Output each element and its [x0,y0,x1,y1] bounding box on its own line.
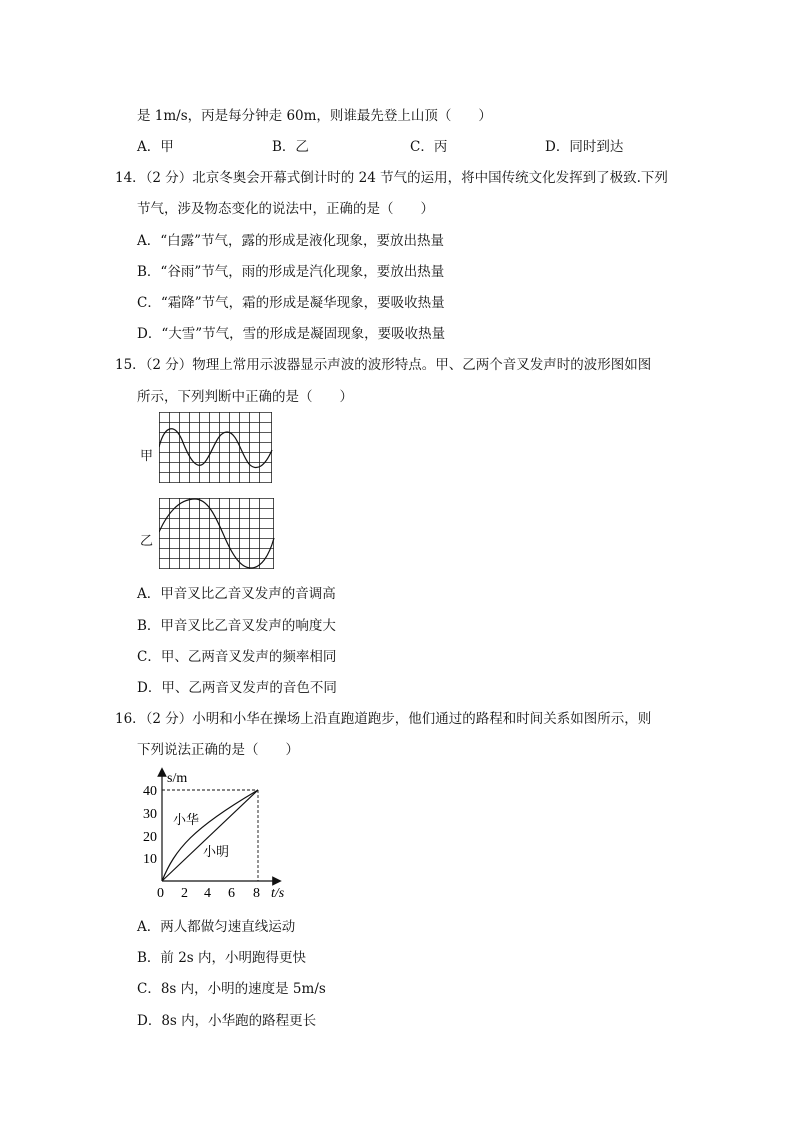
y-axis-label: s/m [167,771,188,786]
q13-option-a[interactable]: A．甲 [137,139,174,155]
q13-text: 是 1m/s，丙是每分钟走 60m，则谁最先登上山顶（ ） [137,108,492,124]
y-tick-40: 40 [143,784,157,799]
q13-option-c[interactable]: C．丙 [410,139,448,155]
curve-label-xiaoming: 小明 [203,844,230,859]
x-tick-6: 6 [228,886,235,901]
y-tick-20: 20 [143,830,157,845]
x-axis-label: t/s [271,886,285,901]
x-tick-8: 8 [253,886,260,901]
wave-a-label: 甲 [140,449,154,464]
q14-option-b[interactable]: B．“谷雨”节气，雨的形成是汽化现象，要放出热量 [137,264,445,280]
q16-stem-line2: 下列说法正确的是（ ） [137,742,299,758]
q16-option-d[interactable]: D．8s 内，小华跑的路程更长 [137,1013,317,1029]
x-tick-2: 2 [181,886,188,901]
wave-a-curve [159,429,272,468]
q15-option-a[interactable]: A．甲音叉比乙音叉发声的音调高 [137,586,336,602]
q16-stem-line1: 16．（2 分）小明和小华在操场上沿直跑道跑步，他们通过的路程和时间关系如图所示，则 [115,711,652,727]
q16-option-a[interactable]: A．两人都做匀速直线运动 [137,919,296,935]
wave-b-figure [159,498,275,570]
q15-stem-line2: 所示，下列判断中正确的是（ ） [137,389,353,405]
q16-option-b[interactable]: B．前 2s 内，小明跑得更快 [137,950,307,966]
q14-stem-line1: 14．（2 分）北京冬奥会开幕式倒计时的 24 节气的运用，将中国传统文化发挥到了极致.下列 [115,170,668,186]
xiaoming-line [162,790,258,881]
q16-option-c[interactable]: C．8s 内，小明的速度是 5m/s [137,981,326,997]
q14-stem-line2: 节气，涉及物态变化的说法中，正确的是（ ） [137,201,434,217]
y-tick-10: 10 [143,852,157,867]
wave-b-label: 乙 [140,534,154,549]
s-t-graph [135,764,295,904]
wave-a-figure [159,412,273,484]
q15-stem-line1: 15．（2 分）物理上常用示波器显示声波的波形特点。甲、乙两个音叉发声时的波形图如图 [115,357,652,373]
q14-option-d[interactable]: D．“大雪”节气，雪的形成是凝固现象，要吸收热量 [137,326,446,342]
q15-option-c[interactable]: C．甲、乙两音叉发声的频率相同 [137,649,337,665]
q13-option-b[interactable]: B．乙 [272,139,309,155]
q14-option-c[interactable]: C．“霜降”节气，霜的形成是凝华现象，要吸收热量 [137,295,445,311]
q15-option-b[interactable]: B．甲音叉比乙音叉发声的响度大 [137,618,336,634]
wave-b-grid [159,498,274,569]
x-tick-0: 0 [157,886,164,901]
q15-option-d[interactable]: D．甲、乙两音叉发声的音色不同 [137,680,337,696]
x-tick-4: 4 [204,886,211,901]
y-tick-30: 30 [143,807,157,822]
q13-option-d[interactable]: D．同时到达 [545,139,624,155]
wave-b-curve [159,499,274,568]
wave-a-grid [159,412,272,483]
curve-label-xiaohua: 小华 [173,812,200,827]
q14-option-a[interactable]: A．“白露”节气，露的形成是液化现象，要放出热量 [137,233,445,249]
